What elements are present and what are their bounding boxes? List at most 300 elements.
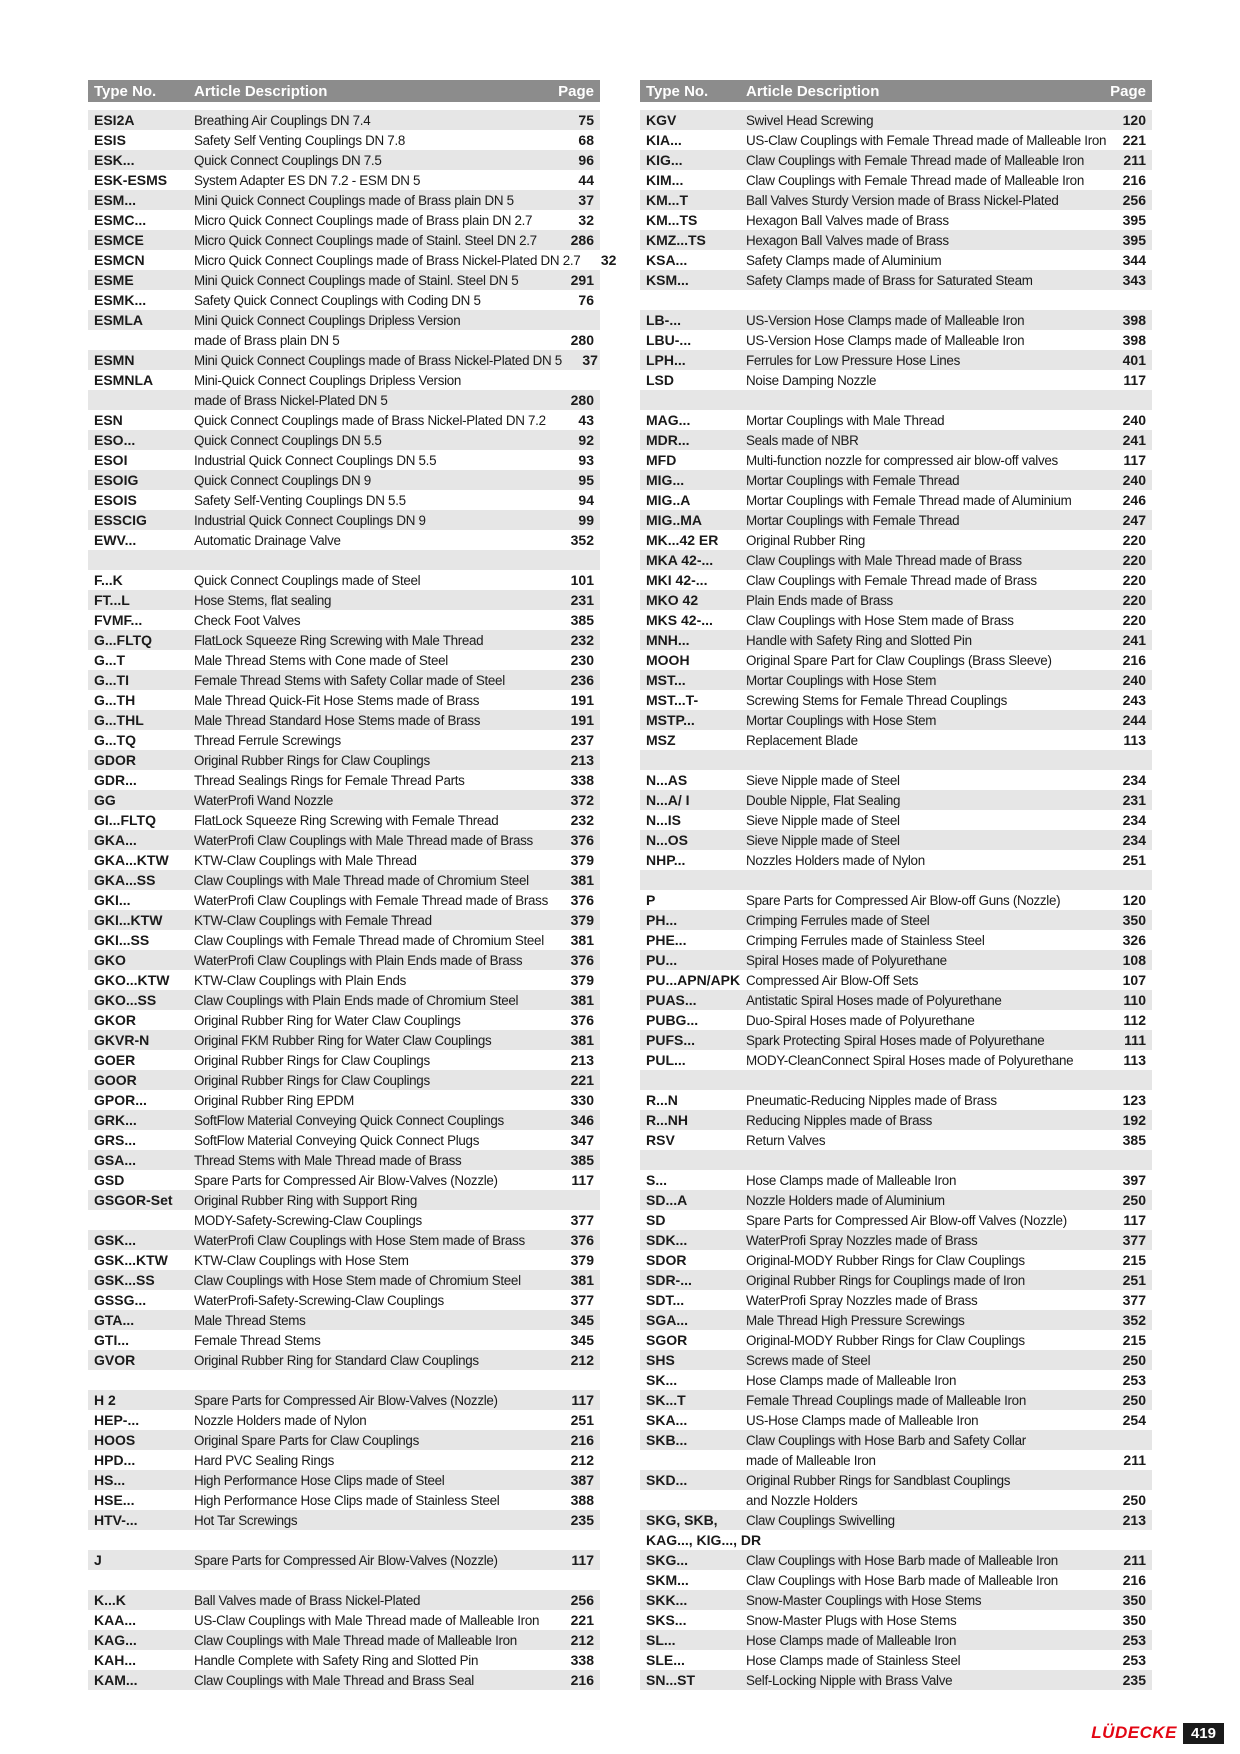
page-cell: 286 (570, 232, 594, 248)
description-cell: Quick Connect Couplings DN 7.5 (194, 152, 382, 168)
page-cell: 381 (570, 992, 594, 1008)
page-cell: 107 (1122, 972, 1146, 988)
table-row (88, 510, 600, 530)
type-no-cell: GSGOR-Set (94, 1192, 173, 1208)
description-cell: Double Nipple, Flat Sealing (746, 792, 901, 808)
description-cell: Industrial Quick Connect Couplings DN 5.5 (194, 452, 437, 468)
type-no-cell: GTA... (94, 1312, 135, 1328)
table-row (88, 1470, 600, 1490)
description-cell: Hose Stems, flat sealing (194, 592, 332, 608)
type-no-cell: K...K (94, 1592, 126, 1608)
brand-logo: LÜDECKE (1091, 1723, 1177, 1742)
description-cell: Handle with Safety Ring and Slotted Pin (746, 632, 972, 648)
table-row (640, 1090, 1152, 1110)
page-cell: 99 (578, 512, 594, 528)
page-cell: 251 (1122, 852, 1146, 868)
page-cell: 253 (1122, 1652, 1146, 1668)
page-cell: 250 (1122, 1492, 1146, 1508)
table-row (88, 1030, 600, 1050)
type-no-cell: LB-... (646, 312, 681, 328)
type-no-cell: LBU-... (646, 332, 692, 348)
page-cell: 234 (1122, 832, 1146, 848)
type-no-cell: MST... (646, 672, 686, 688)
page-cell: 220 (1122, 572, 1146, 588)
table-row (88, 670, 600, 690)
table-row (88, 1390, 600, 1410)
page-cell: 117 (571, 1552, 594, 1568)
table-row (88, 570, 600, 590)
description-cell: Claw Couplings with Hose Stem made of Brass (746, 612, 1014, 628)
type-no-cell: GKA...KTW (94, 852, 169, 868)
page-cell: 113 (1123, 1052, 1146, 1068)
page-cell: 112 (1123, 1012, 1146, 1028)
table-row (88, 790, 600, 810)
page-cell: 216 (570, 1432, 594, 1448)
page-cell: 379 (570, 912, 594, 928)
table-row (88, 370, 600, 390)
description-cell: Self-Locking Nipple with Brass Valve (746, 1672, 953, 1688)
table-row (640, 150, 1152, 170)
type-no-cell: ESMNLA (94, 372, 154, 388)
description-cell: Swivel Head Screwing (746, 112, 874, 128)
table-row (640, 570, 1152, 590)
description-cell: Mortar Couplings with Hose Stem (746, 712, 937, 728)
table-row (88, 890, 600, 910)
description-cell: Original Rubber Rings for Sandblast Couplings (746, 1472, 1011, 1488)
description-cell: Sieve Nipple made of Steel (746, 832, 900, 848)
description-cell: Male Thread Stems (194, 1312, 306, 1328)
table-row (640, 430, 1152, 450)
page-number: 419 (1183, 1723, 1224, 1744)
table-row (640, 1170, 1152, 1190)
type-no-cell: GKO (94, 952, 126, 968)
page-cell: 123 (1122, 1092, 1146, 1108)
page-cell: 68 (578, 132, 594, 148)
table-row (640, 1370, 1152, 1390)
type-no-cell: J (94, 1552, 102, 1568)
table-row (640, 190, 1152, 210)
table-row (88, 690, 600, 710)
header-article-description: Article Description (746, 82, 880, 100)
type-no-cell: G...FLTQ (94, 632, 153, 648)
description-cell: Male Thread Stems with Cone made of Steel (194, 652, 448, 668)
type-no-cell: ESMLA (94, 312, 143, 328)
table-row (88, 750, 600, 770)
table-row (640, 1390, 1152, 1410)
table-row (640, 770, 1152, 790)
page-cell: 350 (1122, 1592, 1146, 1608)
description-cell: Snow-Master Plugs with Hose Stems (746, 1612, 957, 1628)
description-cell: Quick Connect Couplings DN 5.5 (194, 432, 382, 448)
page-cell: 250 (1122, 1192, 1146, 1208)
page-cell: 37 (578, 192, 594, 208)
table-row (640, 1110, 1152, 1130)
page-cell: 250 (1122, 1392, 1146, 1408)
page-cell: 76 (578, 292, 594, 308)
type-no-cell: PUFS... (646, 1032, 696, 1048)
table-row (88, 590, 600, 610)
type-no-cell: MKS 42-... (646, 612, 713, 628)
description-cell: WaterProfi Claw Couplings with Hose Stem made of Brass (194, 1232, 525, 1248)
description-cell: Original Rubber Rings for Claw Couplings (194, 1052, 430, 1068)
type-no-cell: GTI... (94, 1332, 129, 1348)
type-no-cell: KAG..., KIG..., DR (646, 1532, 762, 1548)
table-row (640, 250, 1152, 270)
description-cell: Hot Tar Screwings (194, 1512, 298, 1528)
page-cell: 92 (578, 432, 594, 448)
page-cell: 230 (570, 652, 594, 668)
type-no-cell: GKO...SS (94, 992, 157, 1008)
table-row (640, 1130, 1152, 1150)
description-cell: Check Foot Valves (194, 612, 301, 628)
type-no-cell: MOOH (646, 652, 690, 668)
type-no-cell: GI...FLTQ (94, 812, 156, 828)
type-no-cell: ESMCE (94, 232, 144, 248)
page-cell: 215 (1122, 1252, 1146, 1268)
table-row (640, 1010, 1152, 1030)
table-row (88, 1610, 600, 1630)
table-row (88, 1670, 600, 1690)
type-no-cell: ESMC... (94, 212, 147, 228)
table-row (88, 1330, 600, 1350)
type-no-cell: MK...42 ER (646, 532, 719, 548)
table-row (88, 1490, 600, 1510)
type-no-cell: KAH... (94, 1652, 136, 1668)
table-row (88, 970, 600, 990)
type-no-cell: R...NH (646, 1112, 688, 1128)
type-no-cell: PHE... (646, 932, 687, 948)
type-no-cell: KGV (646, 112, 677, 128)
page-cell: 345 (570, 1332, 594, 1348)
type-no-cell: HEP-... (94, 1412, 140, 1428)
page-cell: 291 (570, 272, 594, 288)
type-no-cell: G...TQ (94, 732, 136, 748)
page-cell: 212 (570, 1352, 594, 1368)
page-cell: 381 (570, 1032, 594, 1048)
page-cell: 352 (570, 532, 594, 548)
description-cell: Female Thread Stems (194, 1332, 321, 1348)
type-no-cell: GVOR (94, 1352, 136, 1368)
page-cell: 220 (1122, 532, 1146, 548)
type-no-cell: MAG... (646, 412, 691, 428)
type-no-cell: GSK... (94, 1232, 137, 1248)
table-row (640, 1210, 1152, 1230)
page-cell: 192 (1122, 1112, 1146, 1128)
description-cell: Spark Protecting Spiral Hoses made of Polyurethane (746, 1032, 1045, 1048)
description-cell: Safety Self Venting Couplings DN 7.8 (194, 132, 406, 148)
table-row (88, 770, 600, 790)
type-no-cell: GKI...KTW (94, 912, 163, 928)
table-row (640, 930, 1152, 950)
description-cell: Claw Couplings with Female Thread made of Malleable Iron (746, 172, 1084, 188)
page-cell: 344 (1122, 252, 1146, 268)
table-row (640, 810, 1152, 830)
table-row (640, 410, 1152, 430)
type-no-cell: GOER (94, 1052, 136, 1068)
description-cell: Claw Couplings with Hose Barb and Safety Collar (746, 1432, 1026, 1448)
page-cell: 96 (578, 152, 594, 168)
type-no-cell: GKI...SS (94, 932, 150, 948)
page-cell: 397 (1122, 1172, 1146, 1188)
page-cell: 346 (570, 1112, 594, 1128)
table-row (88, 330, 600, 350)
page-cell: 237 (570, 732, 594, 748)
description-cell: Female Thread Couplings made of Malleable Iron (746, 1392, 1026, 1408)
page-footer (1091, 1722, 1224, 1744)
description-cell: Claw Couplings with Male Thread and Brass Seal (194, 1672, 474, 1688)
table-row (640, 890, 1152, 910)
description-cell: US-Version Hose Clamps made of Malleable Iron (746, 312, 1025, 328)
table-row (88, 430, 600, 450)
description-cell: Male Thread Standard Hose Stems made of Brass (194, 712, 481, 728)
type-no-cell: SKB... (646, 1432, 688, 1448)
type-no-cell: PUBG... (646, 1012, 699, 1028)
table-row (88, 630, 600, 650)
description-cell: Hexagon Ball Valves made of Brass (746, 212, 949, 228)
type-no-cell: GSD (94, 1172, 125, 1188)
description-cell: Safety Quick Connect Couplings with Coding DN 5 (194, 292, 481, 308)
page-cell: 377 (1122, 1292, 1146, 1308)
type-no-cell: GSA... (94, 1152, 137, 1168)
type-no-cell: R...N (646, 1092, 678, 1108)
page-cell: 377 (1122, 1232, 1146, 1248)
page-cell: 213 (570, 1052, 594, 1068)
description-cell: Original Rubber Rings for Claw Couplings (194, 1072, 430, 1088)
table-row (640, 1050, 1152, 1070)
type-no-cell: LSD (646, 372, 674, 388)
table-row (640, 1070, 1152, 1090)
header-page: Page (558, 82, 594, 100)
type-no-cell: GDR... (94, 772, 137, 788)
description-cell: Seals made of NBR (746, 432, 859, 448)
table-row (88, 550, 600, 570)
type-no-cell: MKA 42-... (646, 552, 714, 568)
table-row (88, 950, 600, 970)
page-cell: 216 (570, 1672, 594, 1688)
page-cell: 113 (1123, 732, 1146, 748)
page-cell: 211 (1123, 152, 1146, 168)
description-cell: Mortar Couplings with Female Thread (746, 512, 960, 528)
page-cell: 37 (582, 352, 598, 368)
table-row (88, 1430, 600, 1450)
table-row (640, 550, 1152, 570)
type-no-cell: SHS (646, 1352, 675, 1368)
type-no-cell: KM...TS (646, 212, 698, 228)
page-cell: 385 (570, 612, 594, 628)
page-cell: 235 (570, 1512, 594, 1528)
description-cell: MODY-CleanConnect Spiral Hoses made of Polyurethane (746, 1052, 1074, 1068)
description-cell: Nozzle Holders made of Aluminium (746, 1192, 945, 1208)
table-row (88, 130, 600, 150)
type-no-cell: ESME (94, 272, 134, 288)
description-cell: Claw Couplings with Hose Barb made of Malleable Iron (746, 1572, 1058, 1588)
description-cell: Thread Ferrule Screwings (194, 732, 341, 748)
page-cell: 221 (570, 1612, 594, 1628)
page-cell: 220 (1122, 552, 1146, 568)
page-cell: 247 (1122, 512, 1146, 528)
table-row (640, 1530, 1152, 1550)
description-cell: Original Rubber Rings for Claw Couplings (194, 752, 430, 768)
description-cell: Snow-Master Couplings with Hose Stems (746, 1592, 982, 1608)
table-row (640, 330, 1152, 350)
table-row (640, 1310, 1152, 1330)
page-cell: 215 (1122, 1332, 1146, 1348)
description-cell: Spare Parts for Compressed Air Blow-Valves (Nozzle) (194, 1172, 498, 1188)
type-no-cell: ESSCIG (94, 512, 147, 528)
description-cell: Automatic Drainage Valve (194, 532, 341, 548)
type-no-cell: GRK... (94, 1112, 137, 1128)
type-no-cell: KSA... (646, 252, 688, 268)
page-cell: 338 (570, 1652, 594, 1668)
table-row (640, 1650, 1152, 1670)
page-cell: 254 (1122, 1412, 1146, 1428)
table-row (88, 1190, 600, 1210)
type-no-cell: P (646, 892, 656, 908)
type-no-cell: MNH... (646, 632, 690, 648)
type-no-cell: SKD... (646, 1472, 688, 1488)
table-row (88, 910, 600, 930)
table-row (640, 830, 1152, 850)
page-cell: 117 (1123, 1212, 1146, 1228)
description-cell: Quick Connect Couplings DN 9 (194, 472, 371, 488)
page-cell: 44 (578, 172, 594, 188)
description-cell: Mini Quick Connect Couplings made of Brass Nickel-Plated DN 5 (194, 352, 562, 368)
table-row (88, 250, 617, 270)
table-row (640, 1630, 1152, 1650)
type-no-cell: SKK... (646, 1592, 688, 1608)
description-cell: Thread Stems with Male Thread made of Brass (194, 1152, 462, 1168)
table-row (88, 710, 600, 730)
description-cell: SoftFlow Material Conveying Quick Connect Couplings (194, 1112, 504, 1128)
type-no-cell: GKOR (94, 1012, 136, 1028)
page-cell: 343 (1122, 272, 1146, 288)
header-article-description: Article Description (194, 82, 328, 100)
page-cell: 376 (570, 832, 594, 848)
table-row (640, 390, 1152, 410)
table-row (88, 1050, 600, 1070)
table-row (88, 1250, 600, 1270)
description-cell: Original Rubber Ring EPDM (194, 1092, 354, 1108)
description-cell: Noise Damping Nozzle (746, 372, 877, 388)
description-cell: KTW-Claw Couplings with Hose Stem (194, 1252, 409, 1268)
type-no-cell: ESMK... (94, 292, 147, 308)
type-no-cell: SKG... (646, 1552, 689, 1568)
description-cell: Spiral Hoses made of Polyurethane (746, 952, 947, 968)
type-no-cell: GOOR (94, 1072, 137, 1088)
table-row (640, 470, 1152, 490)
table-row (88, 1370, 600, 1390)
table-row (88, 1110, 600, 1130)
page-cell: 246 (1122, 492, 1146, 508)
description-cell: Original Rubber Rings for Couplings made of Iron (746, 1272, 1025, 1288)
description-cell: Claw Couplings with Male Thread made of Malleable Iron (194, 1632, 517, 1648)
page-cell: 221 (570, 1072, 594, 1088)
table-row (640, 790, 1152, 810)
type-no-cell: SKA... (646, 1412, 688, 1428)
table-row (88, 1650, 600, 1670)
page-cell: 120 (1122, 112, 1146, 128)
table-row (88, 1410, 600, 1430)
type-no-cell: ESO... (94, 432, 136, 448)
table-row (88, 1070, 600, 1090)
page-cell: 213 (1122, 1512, 1146, 1528)
type-no-cell: ESK... (94, 152, 135, 168)
page-cell: 377 (570, 1212, 594, 1228)
description-cell: KTW-Claw Couplings with Female Thread (194, 912, 432, 928)
table-row (88, 190, 600, 210)
description-cell: Compressed Air Blow-Off Sets (746, 972, 919, 988)
type-no-cell: HS... (94, 1472, 126, 1488)
table-row (88, 230, 600, 250)
page-cell: 250 (1122, 1352, 1146, 1368)
type-no-cell: GSK...KTW (94, 1252, 168, 1268)
description-cell: Mortar Couplings with Female Thread (746, 472, 960, 488)
table-row (88, 1290, 600, 1310)
type-no-cell: PU... (646, 952, 678, 968)
type-no-cell: G...T (94, 652, 126, 668)
page-cell: 240 (1122, 412, 1146, 428)
table-row (88, 930, 600, 950)
page-cell: 347 (570, 1132, 594, 1148)
page-cell: 117 (571, 1172, 594, 1188)
table-row (640, 130, 1152, 150)
description-cell: Mortar Couplings with Female Thread made of Aluminium (746, 492, 1072, 508)
description-cell: made of Brass plain DN 5 (194, 332, 340, 348)
description-cell: Claw Couplings with Plain Ends made of Chromium Steel (194, 992, 519, 1008)
type-no-cell: H 2 (94, 1392, 116, 1408)
description-cell: Claw Couplings Swivelling (746, 1512, 895, 1528)
page-cell: 376 (570, 952, 594, 968)
table-row (640, 1150, 1152, 1170)
description-cell: High Performance Hose Clips made of Steel (194, 1472, 445, 1488)
type-no-cell: SDK... (646, 1232, 688, 1248)
table-row (640, 1510, 1152, 1530)
description-cell: Replacement Blade (746, 732, 858, 748)
table-row (640, 1670, 1152, 1690)
page-cell: 377 (570, 1292, 594, 1308)
type-no-cell: G...THL (94, 712, 144, 728)
type-no-cell: KSM... (646, 272, 689, 288)
table-row (88, 1630, 600, 1650)
type-no-cell: MIG..A (646, 492, 691, 508)
description-cell: Handle Complete with Safety Ring and Slotted Pin (194, 1652, 479, 1668)
table-header (88, 80, 600, 102)
page-cell: 117 (571, 1392, 594, 1408)
table-row (640, 370, 1152, 390)
table-row (640, 1250, 1152, 1270)
description-cell: Claw Couplings with Male Thread made of Brass (746, 552, 1022, 568)
table-row (640, 690, 1152, 710)
table-row (640, 610, 1152, 630)
description-cell: Mini Quick Connect Couplings made of Brass plain DN 5 (194, 192, 514, 208)
type-no-cell: MKO 42 (646, 592, 699, 608)
page-cell: 376 (570, 1012, 594, 1028)
type-no-cell: N...AS (646, 772, 688, 788)
description-cell: Spare Parts for Compressed Air Blow-off Valves (Nozzle) (746, 1212, 1067, 1228)
table-row (640, 1490, 1152, 1510)
type-no-cell: SKS... (646, 1612, 687, 1628)
description-cell: Micro Quick Connect Couplings made of Brass Nickel-Plated DN 2.7 (194, 252, 581, 268)
description-cell: Safety Self-Venting Couplings DN 5.5 (194, 492, 406, 508)
description-cell: Thread Sealings Rings for Female Thread Parts (194, 772, 465, 788)
page-cell: 241 (1122, 632, 1146, 648)
page-cell: 241 (1122, 432, 1146, 448)
page-cell: 385 (1122, 1132, 1146, 1148)
type-no-cell: F...K (94, 572, 123, 588)
table-row (88, 1350, 600, 1370)
type-no-cell: PUL... (646, 1052, 686, 1068)
table-row (88, 810, 600, 830)
